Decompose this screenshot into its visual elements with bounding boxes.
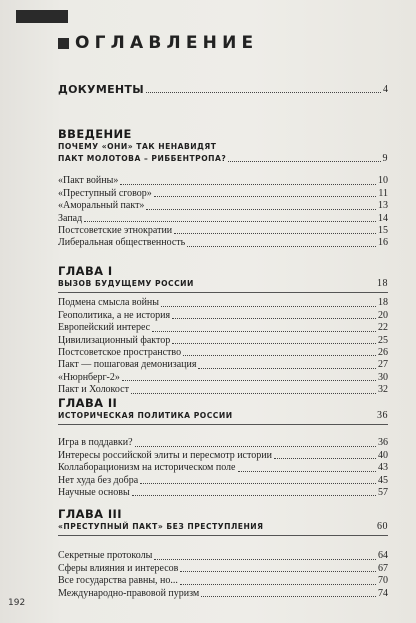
leader-dots — [238, 471, 377, 472]
toc-entry[interactable] — [58, 550, 388, 562]
entry-page: 9 — [382, 152, 388, 164]
entry-page: 74 — [378, 587, 388, 599]
toc-entry[interactable] — [58, 213, 388, 225]
entry-page: 32 — [378, 384, 388, 396]
entry-page: 13 — [378, 200, 388, 212]
toc-entry[interactable] — [58, 175, 388, 187]
entry-page: 11 — [378, 187, 388, 199]
entry-label: Запад — [58, 212, 83, 224]
entry-label: ИСТОРИЧЕСКАЯ ПОЛИТИКА РОССИИ — [58, 410, 233, 420]
entry-page: 25 — [378, 334, 388, 346]
toc-entry-chapter1-subtitle[interactable] — [58, 278, 388, 290]
leader-dots — [135, 446, 376, 447]
leader-dots — [152, 331, 376, 332]
entry-page: 20 — [378, 309, 388, 321]
entry-page: 30 — [378, 371, 388, 383]
entry-label: Коллаборационизм на историческом поле — [58, 462, 236, 474]
entry-label: Геополитика, а не история — [58, 309, 171, 321]
toc-heading — [58, 33, 258, 53]
entry-label: Постсоветские этнократии — [58, 224, 173, 236]
intro-subtitle-line1: ПОЧЕМУ «ОНИ» ТАК НЕНАВИДЯТ — [58, 142, 217, 151]
entry-page: 57 — [378, 486, 388, 498]
entry-page: 14 — [378, 212, 388, 224]
entry-label: Научные основы — [58, 486, 130, 498]
chapter3-section — [58, 508, 388, 600]
leader-dots — [122, 380, 376, 381]
chapter-rule — [58, 535, 388, 536]
leader-dots — [174, 233, 376, 234]
leader-dots — [120, 184, 376, 185]
entry-label: Цивилизационный фактор — [58, 334, 171, 346]
toc-entry[interactable] — [58, 588, 388, 600]
entry-page: 43 — [378, 462, 388, 474]
leader-dots — [228, 161, 380, 162]
leader-dots — [180, 571, 376, 572]
entry-label: Пакт и Холокост — [58, 384, 129, 396]
entry-label: ВЫЗОВ БУДУЩЕМУ РОССИИ — [58, 278, 194, 288]
toc-entry[interactable] — [58, 347, 388, 359]
leader-dots — [187, 246, 376, 247]
chapter1-section — [58, 265, 388, 397]
chapter2-title: ГЛАВА II — [58, 396, 118, 410]
toc-entry[interactable] — [58, 335, 388, 347]
entry-page: 18 — [378, 297, 388, 309]
entry-page: 27 — [378, 359, 388, 371]
leader-dots — [183, 355, 376, 356]
intro-section — [58, 128, 388, 250]
entry-label: Международно-правовой пуризм — [58, 587, 200, 599]
leader-dots — [84, 221, 376, 222]
entry-page: 10 — [378, 175, 388, 187]
toc-entry-intro-subtitle[interactable] — [58, 153, 388, 165]
leader-dots — [161, 306, 376, 307]
chapter3-title: ГЛАВА III — [58, 507, 122, 521]
toc-entry-chapter3-subtitle[interactable] — [58, 521, 388, 533]
chapter-rule — [58, 292, 388, 293]
entry-page: 18 — [377, 277, 388, 289]
entry-page: 70 — [378, 575, 388, 587]
entry-page: 22 — [378, 322, 388, 334]
toc-entry[interactable] — [58, 322, 388, 334]
toc-entry[interactable] — [58, 575, 388, 587]
entry-label: Все государства равны, но... — [58, 575, 178, 587]
leader-dots — [154, 559, 376, 560]
entry-label: Игра в поддавки? — [58, 437, 133, 449]
leader-dots — [154, 196, 377, 197]
toc-heading-text: ОГЛАВЛЕНИЕ — [75, 33, 259, 53]
entry-page: 60 — [377, 520, 388, 532]
toc-entry[interactable] — [58, 225, 388, 237]
heading-square-icon — [58, 38, 69, 49]
toc-entry[interactable] — [58, 200, 388, 212]
toc-entry[interactable] — [58, 462, 388, 474]
entry-page: 4 — [383, 83, 388, 95]
leader-dots — [172, 318, 376, 319]
toc-entry[interactable] — [58, 437, 388, 449]
toc-entry[interactable] — [58, 310, 388, 322]
documents-section — [58, 82, 388, 96]
toc-entry-chapter2-subtitle[interactable] — [58, 410, 388, 422]
entry-label: «Преступный сговор» — [58, 187, 152, 199]
toc-entry[interactable] — [58, 563, 388, 575]
toc-entry-documents[interactable] — [58, 82, 388, 96]
toc-entry[interactable] — [58, 188, 388, 200]
leader-dots — [131, 393, 376, 394]
entry-page: 16 — [378, 237, 388, 249]
entry-page: 40 — [378, 449, 388, 461]
entry-label: ДОКУМЕНТЫ — [58, 82, 144, 96]
entry-label: Подмена смысла войны — [58, 297, 160, 309]
header-bar — [16, 10, 68, 23]
entry-page: 26 — [378, 346, 388, 358]
entry-page: 67 — [378, 562, 388, 574]
entry-label: «Аморальный пакт» — [58, 200, 145, 212]
leader-dots — [201, 596, 376, 597]
page-number: 192 — [8, 598, 26, 608]
toc-entry[interactable] — [58, 237, 388, 249]
entry-page: 36 — [378, 437, 388, 449]
toc-entry[interactable] — [58, 359, 388, 371]
entry-page: 64 — [378, 550, 388, 562]
leader-dots — [146, 209, 376, 210]
toc-entry[interactable] — [58, 372, 388, 384]
entry-label: Европейский интерес — [58, 322, 151, 334]
entry-page: 15 — [378, 224, 388, 236]
entry-label: Пакт — пошаговая демонизация — [58, 359, 197, 371]
toc-entry[interactable] — [58, 450, 388, 462]
leader-dots — [198, 368, 376, 369]
toc-entry[interactable] — [58, 487, 388, 499]
toc-entry[interactable] — [58, 384, 388, 396]
leader-dots — [132, 495, 376, 496]
entry-label: Постсоветское пространство — [58, 346, 182, 358]
entry-label: Сферы влияния и интересов — [58, 562, 179, 574]
entry-label: Интересы российской элиты и пересмотр истории — [58, 449, 272, 461]
toc-entry[interactable] — [58, 297, 388, 309]
entry-label: Нет худа без добра — [58, 474, 139, 486]
entry-label: Секретные протоколы — [58, 550, 153, 562]
entry-page: 36 — [377, 409, 388, 421]
entry-label: Либеральная общественность — [58, 237, 186, 249]
leader-dots — [140, 483, 376, 484]
chapter2-section — [58, 397, 388, 499]
leader-dots — [172, 343, 376, 344]
intro-title: ВВЕДЕНИЕ — [58, 127, 132, 141]
entry-label: ПАКТ МОЛОТОВА – РИББЕНТРОПА? — [58, 153, 227, 163]
chapter-rule — [58, 424, 388, 425]
entry-label: «Пакт войны» — [58, 175, 119, 187]
toc-entry[interactable] — [58, 475, 388, 487]
entry-page: 45 — [378, 474, 388, 486]
chapter1-title: ГЛАВА I — [58, 264, 113, 278]
entry-label: «Нюрнберг-2» — [58, 371, 120, 383]
leader-dots — [180, 584, 376, 585]
leader-dots — [146, 92, 381, 93]
leader-dots — [274, 458, 376, 459]
entry-label: «ПРЕСТУПНЫЙ ПАКТ» БЕЗ ПРЕСТУПЛЕНИЯ — [58, 521, 264, 531]
